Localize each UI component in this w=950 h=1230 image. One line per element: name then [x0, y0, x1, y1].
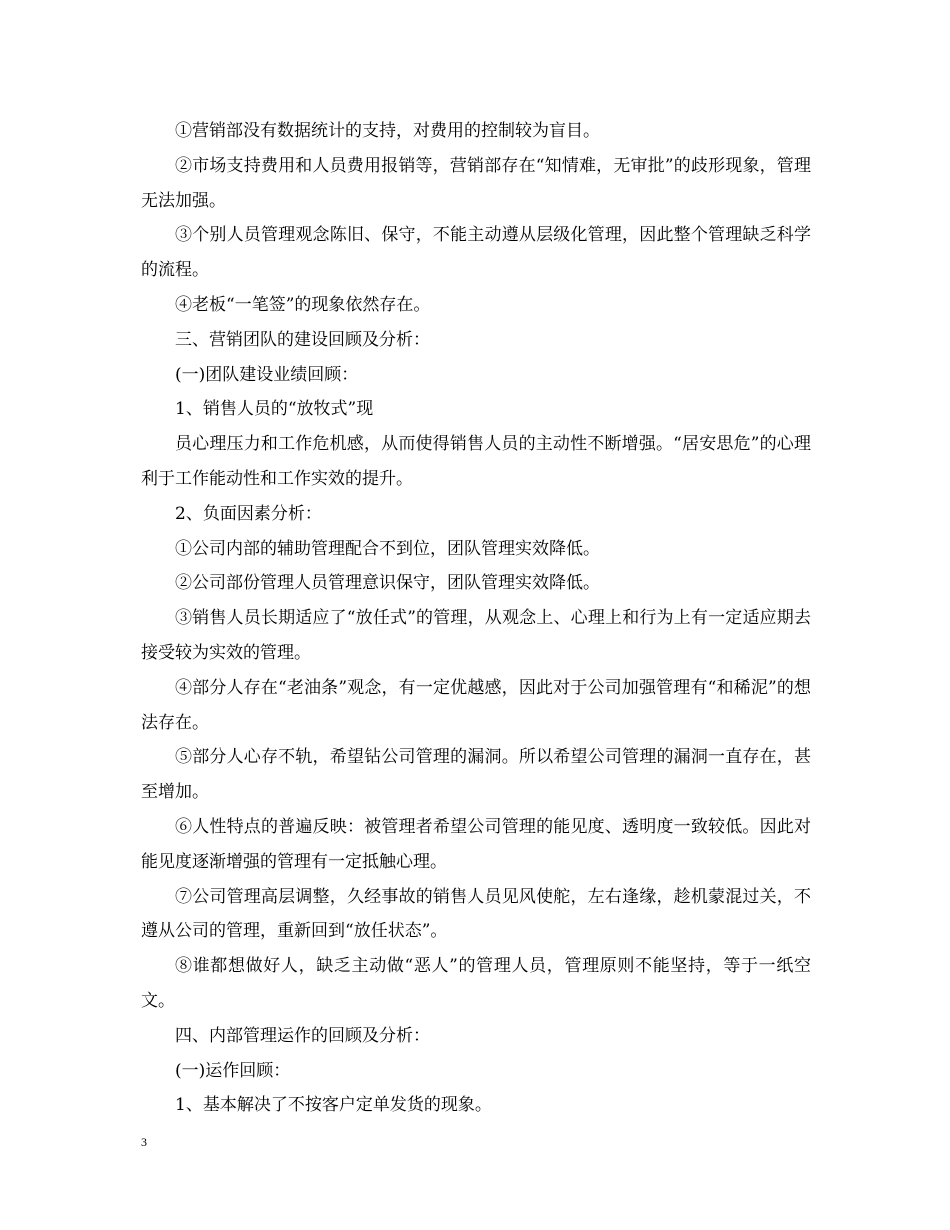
page-number: 3	[141, 1135, 147, 1149]
paragraph: ⑥人性特点的普遍反映：被管理者希望公司管理的能见度、透明度一致较低。因此对能见度逐渐增强的管理有一定抵触心理。	[141, 816, 811, 872]
paragraph: ④老板“一笔签”的现象依然存在。	[175, 294, 431, 315]
paragraph: 1、基本解决了不按客户定单发货的现象。	[175, 1095, 492, 1116]
paragraph: ①营销部没有数据统计的支持，对费用的控制较为盲目。	[175, 121, 600, 141]
subsection-heading: (一)运作回顾：	[175, 1060, 291, 1081]
document-body	[141, 114, 811, 1123]
paragraph: ③销售人员长期适应了“放任式”的管理，从观念上、心理上和行为上有一定适应期去接受较为实效的管理。	[141, 608, 811, 663]
paragraph: ②公司部份管理人员管理意识保守，团队管理实效降低。	[175, 573, 600, 594]
paragraph: ①公司内部的辅助管理配合不到位，团队管理实效降低。	[175, 538, 600, 559]
section-heading: 四、内部管理运作的回顾及分析：	[175, 1025, 430, 1046]
paragraph: ③个别人员管理观念陈旧、保守，不能主动遵从层级化管理，因此整个管理缺乏科学的流程。	[141, 225, 811, 281]
section-heading: 三、营销团队的建设回顾及分析：	[175, 329, 430, 350]
paragraph: ④部分人存在“老油条”观念，有一定优越感，因此对于公司加强管理有“和稀泥”的想法存在。	[141, 677, 811, 733]
paragraph: ⑦公司管理高层调整，久经事故的销售人员见风使舵，左右逢缘，趁机蒙混过关，不遵从公司的管理，重新回到“放任状态”。	[141, 886, 811, 942]
paragraph: 1、销售人员的“放牧式”现	[175, 399, 374, 420]
paragraph: ⑤部分人心存不轨，希望钻公司管理的漏洞。所以希望公司管理的漏洞一直存在，甚至增加。	[141, 747, 811, 803]
paragraph: ②市场支持费用和人员费用报销等，营销部存在“知情难，无审批”的歧形现象，管理无法加强。	[141, 155, 811, 211]
paragraph: 2、负面因素分析：	[175, 503, 322, 524]
paragraph: ⑧谁都想做好人，缺乏主动做“恶人”的管理人员，管理原则不能坚持，等于一纸空文。	[141, 956, 811, 1011]
paragraph: 员心理压力和工作危机感，从而使得销售人员的主动性不断增强。“居安思危”的心理利于工作能动性和工作实效的提升。	[141, 434, 811, 489]
subsection-heading: (一)团队建设业绩回顾：	[175, 364, 359, 385]
